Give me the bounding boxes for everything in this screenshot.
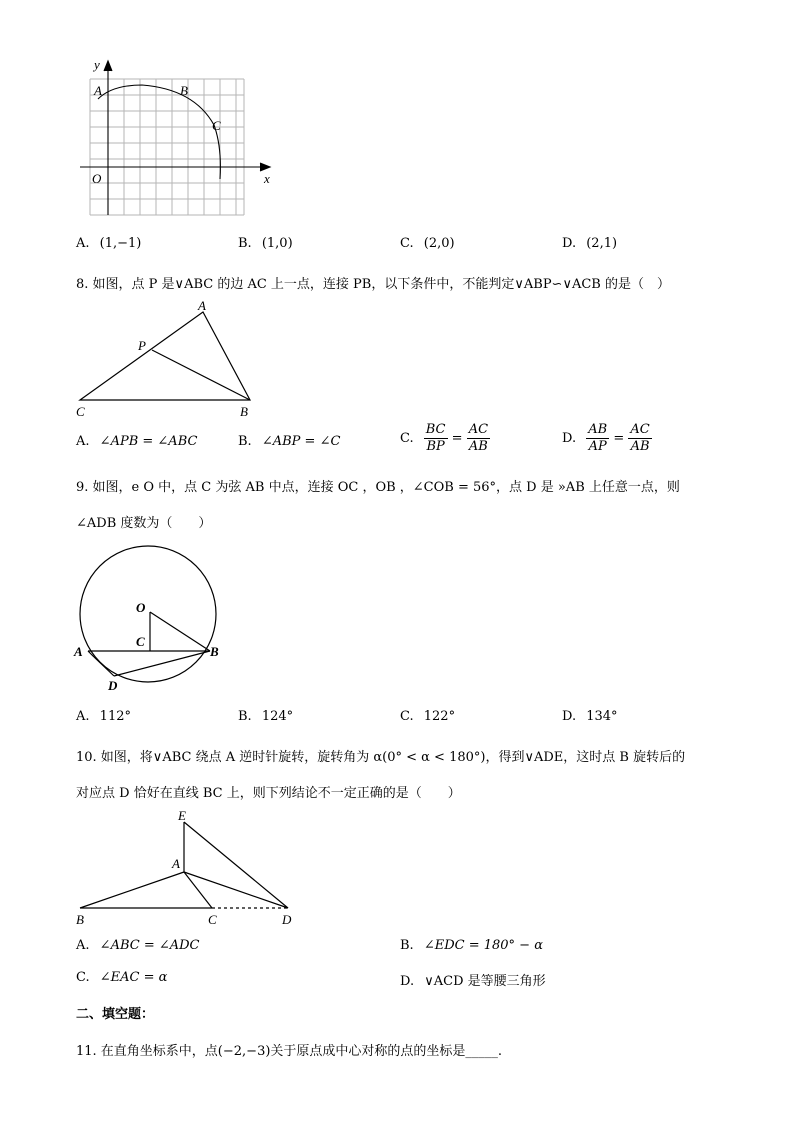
q8-figure: [70, 296, 270, 420]
section-title: 二、填空题：: [76, 1007, 155, 1022]
q8-point-p: P: [138, 338, 146, 353]
q9-option-a[interactable]: A. 112°: [76, 709, 131, 724]
q10-point-b: B: [76, 912, 84, 927]
q9-stem-line1: 9. 如图，e O 中，点 C 为弦 AB 中点，连接 OC ，OB ，∠COB = 56°，点 D 是 »AB 上任意一点，则: [76, 480, 680, 495]
q7-option-c[interactable]: C. (2,0): [400, 236, 455, 251]
q9-figure: [70, 538, 230, 698]
q7-figure: [72, 55, 282, 220]
q10-point-e: E: [178, 808, 186, 823]
q8-point-b: B: [240, 404, 248, 419]
q8-option-c[interactable]: C. $\frac{BC}{BP}$ = $\frac{AC}{AB}$: [400, 422, 489, 454]
q8-option-a[interactable]: A. ∠APB = ∠ABC: [76, 434, 198, 449]
q10-stem-line1: 10. 如图，将∨ABC 绕点 A 逆时针旋转，旋转角为 α(0° < α < 180°)，得到∨ADE，这时点 B 旋转后的: [76, 750, 686, 765]
q10-option-c[interactable]: C. ∠EAC = α: [76, 970, 168, 985]
q7-point-b: B: [180, 83, 188, 98]
q7-axis-y: y: [94, 57, 100, 72]
q9-point-d: D: [108, 678, 118, 693]
q11-stem: 11. 在直角坐标系中，点(−2,−3)关于原点成中心对称的点的坐标是_____.: [76, 1044, 503, 1059]
q9-option-b[interactable]: B. 124°: [238, 709, 294, 724]
q7-origin: O: [92, 171, 102, 186]
q10-option-d[interactable]: D. ∨ACD 是等腰三角形: [400, 974, 546, 989]
q9-point-b: B: [210, 644, 219, 659]
q7-point-c: C: [212, 118, 221, 133]
q10-option-a[interactable]: A. ∠ABC = ∠ADC: [76, 938, 200, 953]
q8-stem: 8. 如图，点 P 是∨ABC 的边 AC 上一点，连接 PB，以下条件中，不能判定∨ABP∽∨ACB 的是（ ）: [76, 277, 670, 292]
q10-option-b[interactable]: B. ∠EDC = 180° − α: [400, 938, 543, 953]
q9-point-c: C: [136, 634, 145, 649]
q7-axis-x: x: [264, 171, 270, 186]
q10-point-c: C: [208, 912, 217, 927]
q7-option-b[interactable]: B. (1,0): [238, 236, 293, 251]
q8-point-c: C: [76, 404, 85, 419]
q10-figure: [70, 806, 306, 928]
q10-point-a: A: [172, 856, 180, 871]
q8-option-b[interactable]: B. ∠ABP = ∠C: [238, 434, 341, 449]
q10-point-d: D: [282, 912, 292, 927]
q9-stem-line2: ∠ADB 度数为（ ）: [76, 516, 212, 531]
q8-point-a: A: [198, 298, 206, 313]
q7-point-a: A: [94, 83, 102, 98]
q10-stem-line2: 对应点 D 恰好在直线 BC 上，则下列结论不一定正确的是（ ）: [76, 786, 461, 801]
q7-option-d[interactable]: D. (2,1): [562, 236, 618, 251]
q9-point-o: O: [136, 600, 146, 615]
q9-point-a: A: [74, 644, 83, 659]
q8-option-d[interactable]: D. $\frac{AB}{AP}$ = $\frac{AC}{AB}$: [562, 422, 650, 454]
q7-option-a[interactable]: A. (1,−1): [76, 236, 142, 251]
q9-option-d[interactable]: D. 134°: [562, 709, 618, 724]
q9-option-c[interactable]: C. 122°: [400, 709, 456, 724]
